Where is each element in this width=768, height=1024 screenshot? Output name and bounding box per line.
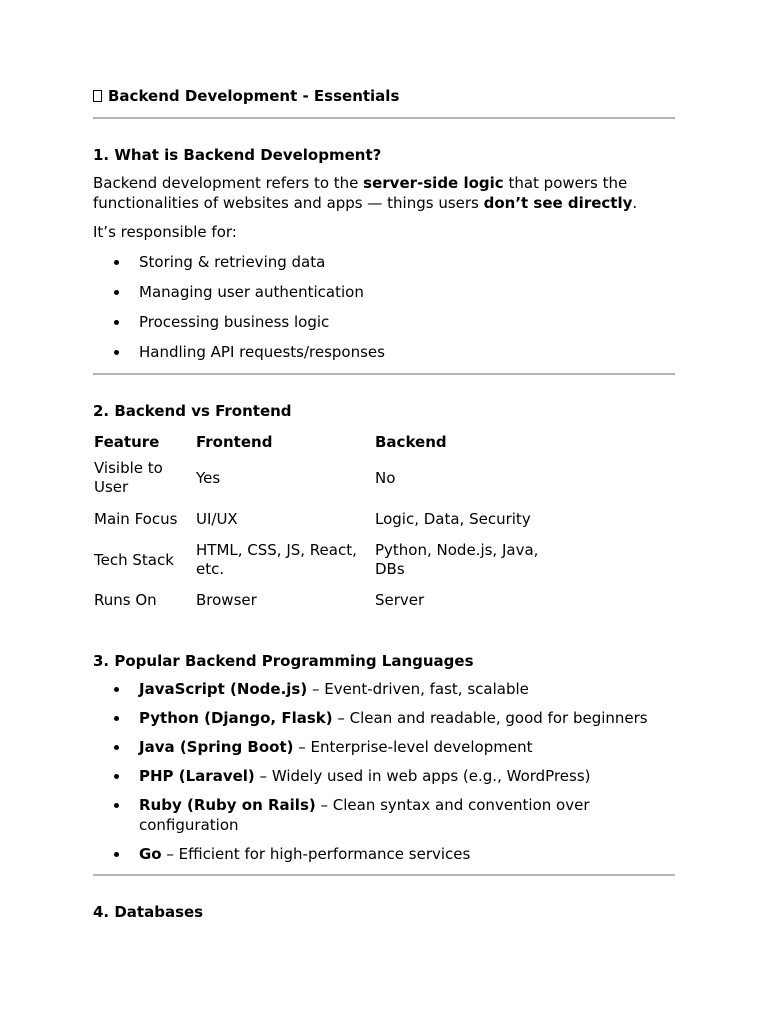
list-item: Storing & retrieving data bbox=[93, 252, 675, 272]
divider bbox=[93, 117, 675, 119]
list-item: PHP (Laravel) – Widely used in web apps (e.g., WordPress) bbox=[93, 766, 675, 786]
table-header-feature: Feature bbox=[94, 432, 160, 451]
list-item: Java (Spring Boot) – Enterprise-level development bbox=[93, 737, 675, 757]
intro-bold-server-side: server-side logic bbox=[363, 174, 504, 192]
doc-title-text: Backend Development - Essentials bbox=[108, 87, 400, 105]
table-cell: Browser bbox=[196, 590, 257, 609]
table-header-backend: Backend bbox=[375, 432, 447, 451]
comparison-table bbox=[93, 427, 556, 619]
responsibility-list bbox=[93, 252, 675, 362]
table-cell: UI/UX bbox=[196, 509, 238, 528]
bullet-icon bbox=[114, 774, 119, 779]
intro-text-2: that powers the functionalities of websites and apps — things users bbox=[93, 174, 628, 212]
bullet-icon bbox=[114, 687, 119, 692]
intro-paragraph bbox=[93, 173, 675, 213]
table-header-frontend: Frontend bbox=[196, 432, 273, 451]
divider bbox=[93, 874, 675, 876]
table-cell: No bbox=[375, 468, 396, 487]
table-row bbox=[93, 581, 556, 619]
bullet-icon bbox=[114, 260, 119, 265]
intro-text-3: . bbox=[632, 194, 638, 212]
table-cell: HTML, CSS, JS, React, etc. bbox=[196, 541, 357, 578]
doc-title bbox=[93, 84, 675, 108]
languages-list bbox=[93, 679, 675, 864]
bullet-icon bbox=[114, 320, 119, 325]
table-header-row bbox=[93, 427, 556, 457]
table-cell: Server bbox=[375, 590, 425, 609]
table-cell: Runs On bbox=[94, 590, 157, 609]
list-item: Ruby (Ruby on Rails) – Clean syntax and convention over configuration bbox=[93, 795, 675, 835]
bullet-icon bbox=[114, 803, 119, 808]
list-item: Go – Efficient for high-performance services bbox=[93, 844, 675, 864]
divider bbox=[93, 373, 675, 375]
list-item: Handling API requests/responses bbox=[93, 342, 675, 362]
table-cell: Main Focus bbox=[94, 509, 178, 528]
intro-bold-dont-see: don’t see directly bbox=[483, 194, 633, 212]
table-row bbox=[93, 539, 556, 581]
table-row bbox=[93, 499, 556, 539]
section-heading-backend-vs-frontend: 2. Backend vs Frontend bbox=[93, 402, 292, 420]
list-item: JavaScript (Node.js) – Event-driven, fast, scalable bbox=[93, 679, 675, 699]
table-cell: Logic, Data, Security bbox=[375, 509, 531, 528]
box-icon bbox=[93, 90, 102, 102]
table-cell: Visible to User bbox=[94, 459, 163, 496]
bullet-icon bbox=[114, 716, 119, 721]
table-cell: Python, Node.js, Java, DBs bbox=[375, 541, 539, 578]
list-item: Managing user authentication bbox=[93, 282, 675, 302]
responsible-text: It’s responsible for: bbox=[93, 223, 237, 241]
section-heading-what-is-backend: 1. What is Backend Development? bbox=[93, 146, 382, 164]
table-cell: Yes bbox=[196, 468, 221, 487]
list-item: Processing business logic bbox=[93, 312, 675, 332]
section-heading-databases: 4. Databases bbox=[93, 903, 204, 921]
bullet-icon bbox=[114, 852, 119, 857]
table-cell: Tech Stack bbox=[94, 550, 174, 569]
list-item: Python (Django, Flask) – Clean and readable, good for beginners bbox=[93, 708, 675, 728]
bullet-icon bbox=[114, 290, 119, 295]
section-heading-languages: 3. Popular Backend Programming Languages bbox=[93, 652, 474, 670]
bullet-icon bbox=[114, 350, 119, 355]
intro-text-1: Backend development refers to the bbox=[93, 174, 364, 192]
document-content bbox=[93, 84, 675, 924]
bullet-icon bbox=[114, 745, 119, 750]
table-row bbox=[93, 457, 556, 499]
